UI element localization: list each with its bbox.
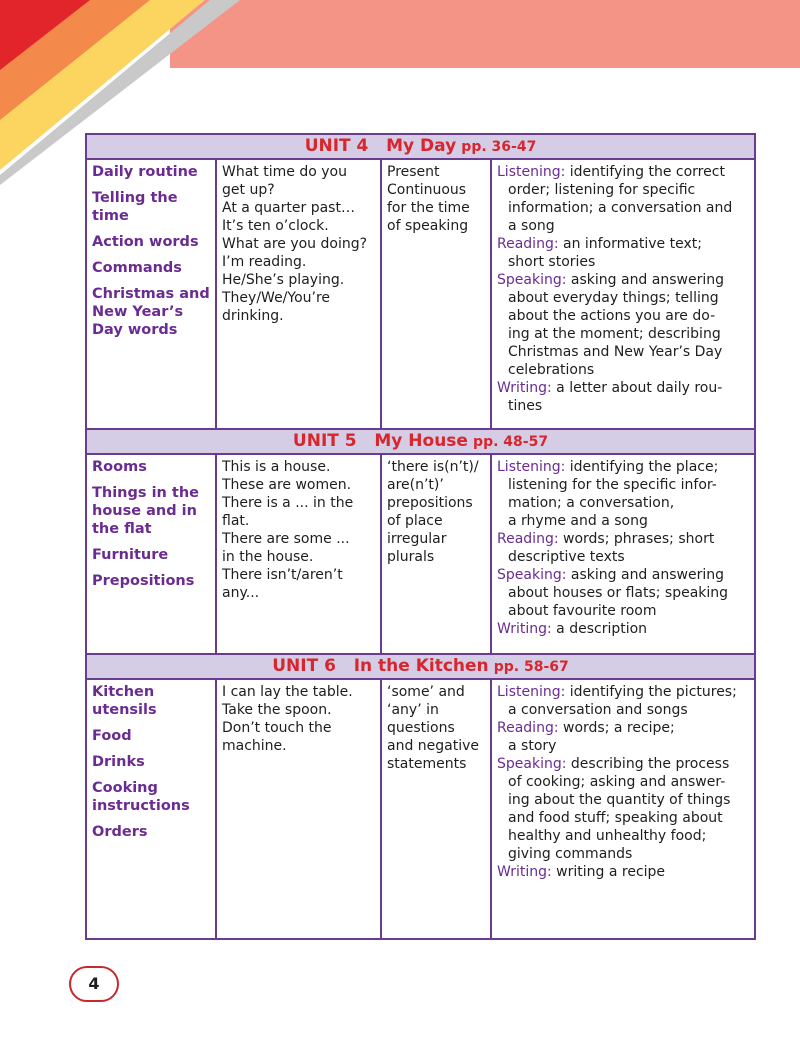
skill-label: Reading: xyxy=(497,236,559,252)
topic-item: Furniture xyxy=(92,547,169,563)
skill-text-line: a letter about daily rou- xyxy=(551,380,723,396)
grammar-line: irregular xyxy=(387,531,447,547)
skill-text-line: information; a conversation and xyxy=(508,200,733,216)
skill-block xyxy=(497,271,751,379)
skill-text-line: writing a recipe xyxy=(551,864,666,880)
phrase-line: He/She’s playing. xyxy=(222,272,345,288)
phrases-cell xyxy=(216,679,381,939)
grammar-line: plurals xyxy=(387,549,435,565)
phrase-line: What are you doing? xyxy=(222,236,368,252)
phrase-line: machine. xyxy=(222,738,287,754)
skill-text-line: a rhyme and a song xyxy=(508,513,648,529)
skill-block xyxy=(497,566,751,620)
skill-text-line: words; a recipe; xyxy=(558,720,675,736)
unit-pages: pp. 58-67 xyxy=(493,659,569,675)
unit-content-row xyxy=(86,159,755,429)
unit-content-row xyxy=(86,679,755,939)
topic-item: Action words xyxy=(92,234,199,250)
unit-content-row xyxy=(86,454,755,654)
topic-item: Christmas and New Year’s Day words xyxy=(92,286,210,338)
phrase-line: get up? xyxy=(222,182,275,198)
skill-block xyxy=(497,458,751,530)
skill-text-line: an informative text; xyxy=(558,236,702,252)
skill-label: Writing: xyxy=(497,380,552,396)
skill-text-line: identifying the correct xyxy=(565,164,725,180)
skill-text-line: about favourite room xyxy=(508,603,657,619)
skill-block xyxy=(497,163,751,235)
skill-label: Reading: xyxy=(497,720,559,736)
skill-block xyxy=(497,755,751,863)
skill-text-line: descriptive texts xyxy=(508,549,625,565)
skill-text-line: giving commands xyxy=(508,846,633,862)
phrase-line: At a quarter past… xyxy=(222,200,355,216)
topic-item: Food xyxy=(92,728,132,744)
skill-text-line: short stories xyxy=(508,254,596,270)
phrases-cell xyxy=(216,454,381,654)
skill-text-line: a song xyxy=(508,218,555,234)
skill-text-line: ing about the quantity of things xyxy=(508,792,731,808)
grammar-line: prepositions xyxy=(387,495,473,511)
grammar-cell xyxy=(381,679,491,939)
phrase-line: This is a house. xyxy=(222,459,331,475)
skill-block xyxy=(497,683,751,719)
phrase-line: Don’t touch the xyxy=(222,720,332,736)
unit-title: UNIT 5 My House xyxy=(292,431,468,451)
topic-item: Rooms xyxy=(92,459,147,475)
topics-cell xyxy=(86,159,216,429)
grammar-line: and negative xyxy=(387,738,480,754)
skill-text-line: asking and answering xyxy=(566,272,724,288)
topic-item: Orders xyxy=(92,824,148,840)
phrase-line: Take the spoon. xyxy=(222,702,332,718)
phrase-line: flat. xyxy=(222,513,250,529)
phrase-line: It’s ten o’clock. xyxy=(222,218,329,234)
grammar-line: statements xyxy=(387,756,467,772)
phrases-cell xyxy=(216,159,381,429)
unit-header-row xyxy=(86,429,755,454)
phrase-line: I can lay the table. xyxy=(222,684,353,700)
topic-item: Drinks xyxy=(92,754,145,770)
syllabus-table xyxy=(85,133,756,940)
phrase-line: They/We/You’re xyxy=(222,290,331,306)
phrase-line: There are some ... xyxy=(222,531,350,547)
grammar-line: ‘some’ and xyxy=(387,684,465,700)
grammar-line: ‘there is(n’t)/ xyxy=(387,459,479,475)
skill-text-line: of cooking; asking and answer- xyxy=(508,774,726,790)
skill-text-line: healthy and unhealthy food; xyxy=(508,828,707,844)
skill-label: Reading: xyxy=(497,531,559,547)
grammar-line: Continuous xyxy=(387,182,467,198)
phrase-line: What time do you xyxy=(222,164,347,180)
skill-text-line: order; listening for specific xyxy=(508,182,696,198)
topic-item: Cooking instructions xyxy=(92,780,190,814)
skill-label: Listening: xyxy=(497,164,566,180)
grammar-line: for the time xyxy=(387,200,470,216)
skill-block xyxy=(497,235,751,271)
skill-label: Writing: xyxy=(497,621,552,637)
skill-block xyxy=(497,620,751,638)
grammar-line: ‘any’ in xyxy=(387,702,439,718)
skill-label: Speaking: xyxy=(497,272,567,288)
topic-item: Commands xyxy=(92,260,182,276)
skill-text-line: about everyday things; telling xyxy=(508,290,719,306)
skill-label: Speaking: xyxy=(497,567,567,583)
skills-cell xyxy=(491,159,755,429)
unit-header-row xyxy=(86,134,755,159)
unit-header xyxy=(86,134,755,159)
grammar-line: questions xyxy=(387,720,455,736)
skill-block xyxy=(497,719,751,755)
skill-label: Speaking: xyxy=(497,756,567,772)
skill-text-line: asking and answering xyxy=(566,567,724,583)
topic-item: Kitchen utensils xyxy=(92,684,157,718)
skill-text-line: mation; a conversation, xyxy=(508,495,675,511)
skill-text-line: describing the process xyxy=(566,756,730,772)
skill-text-line: and food stuff; speaking about xyxy=(508,810,723,826)
skill-text-line: tines xyxy=(508,398,543,414)
skills-cell xyxy=(491,679,755,939)
topic-item: Telling the time xyxy=(92,190,178,224)
unit-title: UNIT 4 My Day xyxy=(304,136,457,156)
skill-block xyxy=(497,530,751,566)
phrase-line: drinking. xyxy=(222,308,284,324)
skill-text-line: identifying the pictures; xyxy=(565,684,737,700)
phrase-line: in the house. xyxy=(222,549,314,565)
skill-label: Writing: xyxy=(497,864,552,880)
grammar-cell xyxy=(381,159,491,429)
phrase-line: any... xyxy=(222,585,260,601)
grammar-line: Present xyxy=(387,164,440,180)
skill-block xyxy=(497,379,751,415)
skills-cell xyxy=(491,454,755,654)
topics-cell xyxy=(86,454,216,654)
topic-item: Daily routine xyxy=(92,164,198,180)
phrase-line: These are women. xyxy=(222,477,352,493)
grammar-line: are(n’t)’ xyxy=(387,477,444,493)
phrase-line: There isn’t/aren’t xyxy=(222,567,343,583)
unit-header xyxy=(86,654,755,679)
skill-label: Listening: xyxy=(497,684,566,700)
skill-text-line: about the actions you are do- xyxy=(508,308,716,324)
skill-text-line: words; phrases; short xyxy=(558,531,715,547)
unit-header-row xyxy=(86,654,755,679)
topics-cell xyxy=(86,679,216,939)
unit-header xyxy=(86,429,755,454)
skill-text-line: celebrations xyxy=(508,362,595,378)
unit-pages: pp. 48-57 xyxy=(473,434,549,450)
grammar-cell xyxy=(381,454,491,654)
unit-title: UNIT 6 In the Kitchen xyxy=(272,656,489,676)
skill-text-line: about houses or flats; speaking xyxy=(508,585,729,601)
phrase-line: I’m reading. xyxy=(222,254,307,270)
skill-text-line: identifying the place; xyxy=(565,459,719,475)
topic-item: Prepositions xyxy=(92,573,195,589)
skill-block xyxy=(497,863,751,881)
skill-text-line: a story xyxy=(508,738,557,754)
phrase-line: There is a ... in the xyxy=(222,495,354,511)
grammar-line: of place xyxy=(387,513,443,529)
page-number: 4 xyxy=(69,966,119,1002)
skill-text-line: Christmas and New Year’s Day xyxy=(508,344,723,360)
grammar-line: of speaking xyxy=(387,218,469,234)
topic-item: Things in the house and in the flat xyxy=(92,485,199,537)
skill-text-line: listening for the specific infor- xyxy=(508,477,717,493)
skill-text-line: a description xyxy=(551,621,648,637)
skill-label: Listening: xyxy=(497,459,566,475)
skill-text-line: ing at the moment; describing xyxy=(508,326,721,342)
unit-pages: pp. 36-47 xyxy=(461,139,537,155)
skill-text-line: a conversation and songs xyxy=(508,702,688,718)
